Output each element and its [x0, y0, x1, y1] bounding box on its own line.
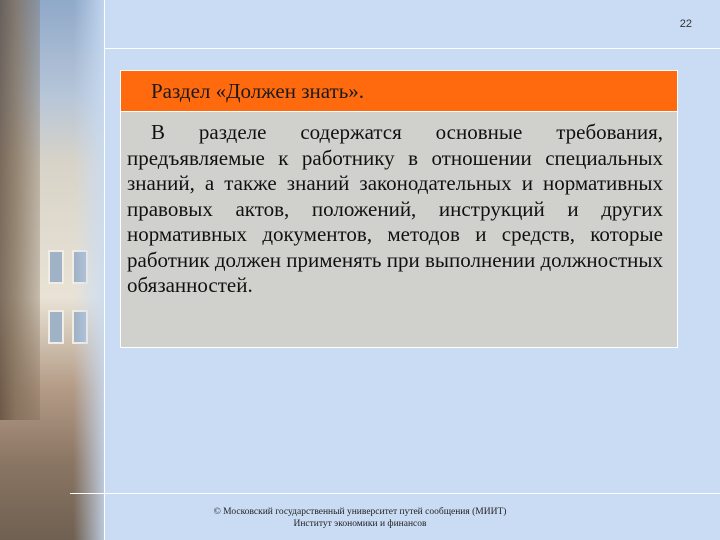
section-title: Раздел «Должен знать».	[121, 71, 677, 112]
content-card	[120, 70, 678, 348]
section-body-text: В разделе содержатся основные требования, предъявляемые к работнику в отношении специальных знаний, а также знаний законодательных и нормативных правовых актов, положений, инструкций и других нормативных документов, методов и средств, которые работник должен применять при выполнении должностных обязанностей.	[127, 120, 663, 297]
photo-fade	[0, 0, 105, 540]
bottom-divider	[70, 493, 720, 494]
footer-university: © Московский государственный университет путей сообщения (МИИТ)	[213, 507, 507, 517]
vertical-divider	[104, 0, 105, 540]
building-photo	[0, 0, 105, 540]
footer-institute: Институт экономики и финансов	[293, 519, 427, 529]
page-number: 22	[679, 18, 692, 30]
footer-copyright	[180, 506, 540, 530]
top-divider	[104, 48, 720, 49]
